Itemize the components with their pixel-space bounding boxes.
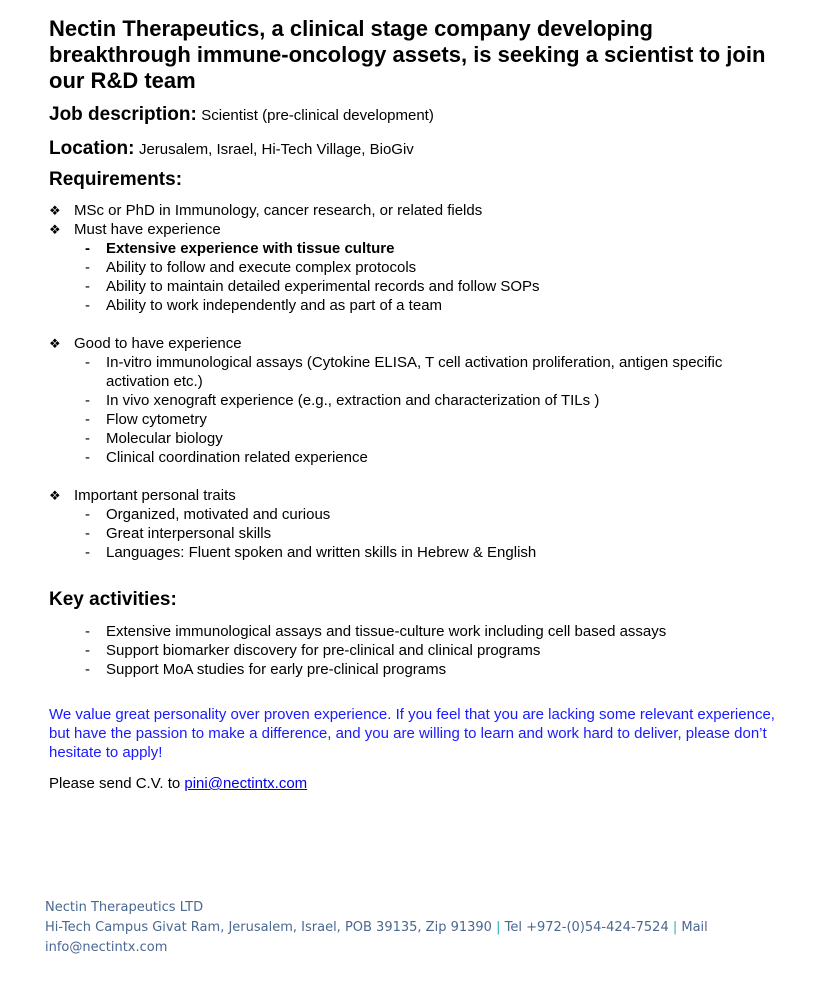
requirement-item: ❖ Important personal traits [49, 487, 236, 504]
list-item: - In-vitro immunological assays (Cytokine ELISA, T cell activation proliferation, antigen specific activation etc.) [85, 354, 723, 390]
footer-contact [45, 918, 824, 958]
list-item: - Languages: Fluent spoken and written skills in Hebrew & English [85, 544, 537, 561]
list-item: - In vivo xenograft experience (e.g., extraction and characterization of TILs ) [85, 392, 600, 409]
list-item: - Molecular biology [85, 430, 223, 447]
list-item: - Ability to work independently and as part of a team [85, 297, 443, 314]
requirement-item: ❖ Good to have experience [49, 335, 242, 352]
page-title: Nectin Therapeutics, a clinical stage company developing breakthrough immune-oncology assets, is seeking a scientist to join our R&D team [49, 16, 766, 93]
footer-mail: Mail info@nectintx.com [45, 920, 708, 955]
requirements-heading: Requirements: [49, 169, 183, 190]
footer [45, 898, 824, 958]
list-item: - Extensive immunological assays and tissue-culture work including cell based assays [85, 623, 667, 640]
job-description [49, 103, 789, 128]
list-item: - Ability to maintain detailed experimental records and follow SOPs [85, 278, 540, 295]
requirements-list [49, 201, 789, 562]
requirement-item: ❖ MSc or PhD in Immunology, cancer research, or related fields [49, 202, 483, 219]
cv-instruction [49, 774, 789, 793]
cv-prefix: Please send C.V. to [49, 775, 185, 792]
list-item: - Support MoA studies for early pre-clinical programs [85, 661, 447, 678]
location-value: Jerusalem, Israel, Hi-Tech Village, BioGiv [138, 141, 414, 158]
list-item: - Clinical coordination related experience [85, 449, 368, 466]
closing-statement: We value great personality over proven experience. If you feel that you are lacking some relevant experience, but have the passion to make a difference, and you are willing to learn and work hard to deliver, please don’t hesitate to apply! [49, 706, 775, 761]
key-activities-heading: Key activities: [49, 589, 177, 610]
footer-company: Nectin Therapeutics LTD [45, 900, 204, 915]
list-item: - Extensive experience with tissue culture [85, 240, 395, 257]
job-description-label: Job description: [49, 104, 197, 125]
diamond-bullet-icon: ❖ [49, 488, 61, 503]
footer-separator: | [496, 920, 505, 935]
diamond-bullet-icon: ❖ [49, 203, 61, 218]
diamond-bullet-icon: ❖ [49, 222, 61, 237]
job-description-value: Scientist (pre-clinical development) [201, 107, 434, 124]
footer-tel: Tel +972-(0)54-424-7524 [504, 920, 669, 935]
list-item: - Great interpersonal skills [85, 525, 272, 542]
requirement-item: ❖ Must have experience [49, 221, 221, 238]
location-label: Location: [49, 138, 135, 159]
list-item: - Support biomarker discovery for pre-clinical and clinical programs [85, 642, 541, 659]
email-link[interactable]: pini@nectintx.com [184, 775, 308, 792]
list-item: - Ability to follow and execute complex protocols [85, 259, 417, 276]
footer-separator: | [672, 920, 682, 935]
job-posting [49, 16, 789, 793]
list-item: - Flow cytometry [85, 411, 207, 428]
list-item: - Organized, motivated and curious [85, 506, 331, 523]
footer-address: Hi-Tech Campus Givat Ram, Jerusalem, Israel, POB 39135, Zip 91390 [45, 920, 492, 935]
diamond-bullet-icon: ❖ [49, 336, 61, 351]
key-activities-list [49, 622, 789, 679]
location [49, 137, 789, 162]
